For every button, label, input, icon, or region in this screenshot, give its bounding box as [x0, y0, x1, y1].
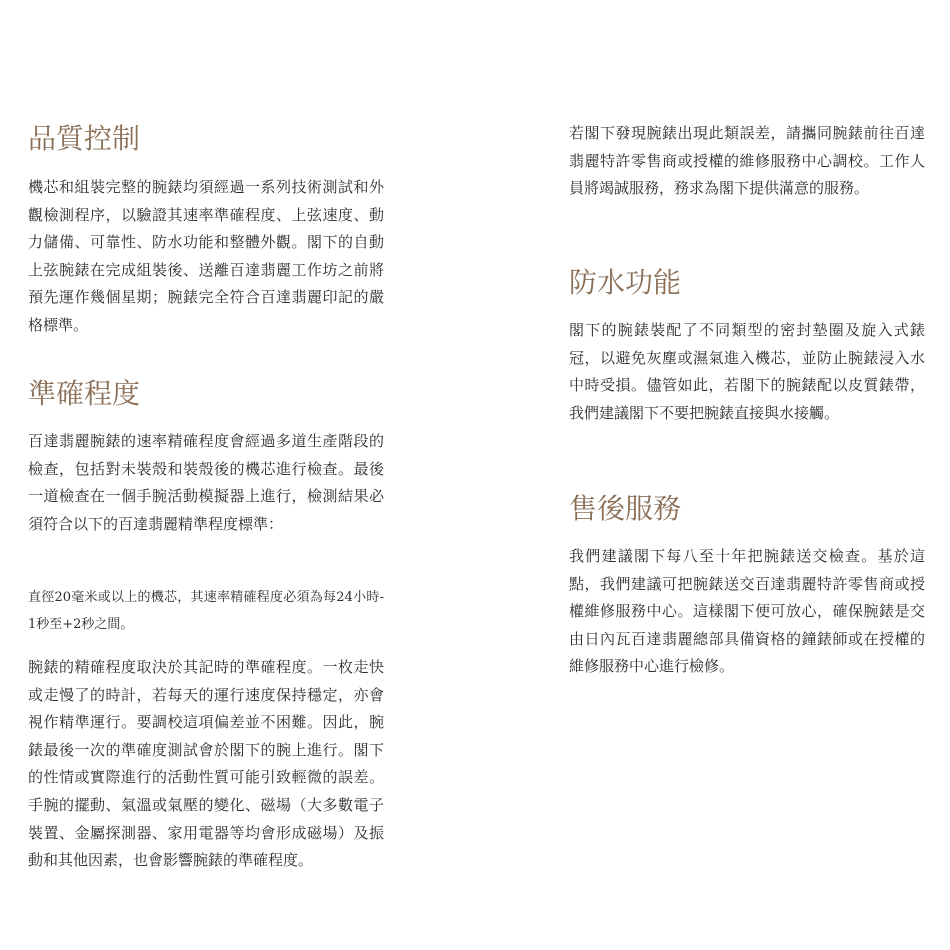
after-sales-service-paragraph: 我們建議閣下每八至十年把腕錶送交檢查。基於這點，我們建議可把腕錶送交百達翡麗特許零售商或授權維修服務中心。這樣閣下便可放心，確保腕錶是交由日內瓦百達翡麗總部具備資格的鐘錶師或在授權的維修服務中心進行檢修。	[569, 547, 925, 676]
section-title-accuracy: 準確程度	[28, 377, 141, 410]
accuracy-paragraph-2: 腕錶的精確程度取決於其記時的準確程度。一枚走快或走慢了的時計，若每天的運行速度保持穩定，亦會視作精準運行。要調校這項偏差並不困難。因此，腕錶最後一次的準確度測試會於閣下的腕上進行。閣下的性情或實際進行的活動性質可能引致輕微的誤差。手腕的擺動、氣溫或氣壓的變化、磁場（大多數電子裝置、金屬探測器、家用電器等均會形成磁場）及振動和其他因素，也會影響腕錶的準確程度。	[28, 658, 384, 870]
accuracy-continued-paragraph: 若閣下發現腕錶出現此類誤差，請攜同腕錶前往百達翡麗特許零售商或授權的維修服務中心調校。工作人員將竭誠服務，務求為閣下提供滿意的服務。	[569, 124, 925, 198]
accuracy-paragraph-1: 百達翡麗腕錶的速率精確程度會經過多道生產階段的檢查，包括對未裝殼和裝殼後的機芯進行檢查。最後一道檢查在一個手腕活動模擬器上進行，檢測結果必須符合以下的百達翡麗精準程度標準：	[28, 432, 384, 533]
section-title-water-resistance: 防水功能	[569, 266, 682, 299]
water-resistance-paragraph: 閣下的腕錶裝配了不同類型的密封墊圈及旋入式錶冠，以避免灰塵或濕氣進入機芯，並防止腕錶浸入水中時受損。儘管如此，若閣下的腕錶配以皮質錶帶，我們建議閣下不要把腕錶直接與水接觸。	[569, 321, 925, 422]
section-title-quality-control: 品質控制	[28, 122, 141, 155]
accuracy-standard-note: 直徑20毫米或以上的機芯，其速率精確程度必須為每24小時-1秒至+2秒之間。	[28, 590, 384, 632]
quality-control-paragraph: 機芯和組裝完整的腕錶均須經過一系列技術測試和外觀檢測程序，以驗證其速率準確程度、上弦速度、動力儲備、可靠性、防水功能和整體外觀。閣下的自動上弦腕錶在完成組裝後、送離百達翡麗工作坊之前將預先運作幾個星期；腕錶完全符合百達翡麗印記的嚴格標準。	[28, 178, 384, 334]
section-title-after-sales-service: 售後服務	[569, 492, 682, 525]
